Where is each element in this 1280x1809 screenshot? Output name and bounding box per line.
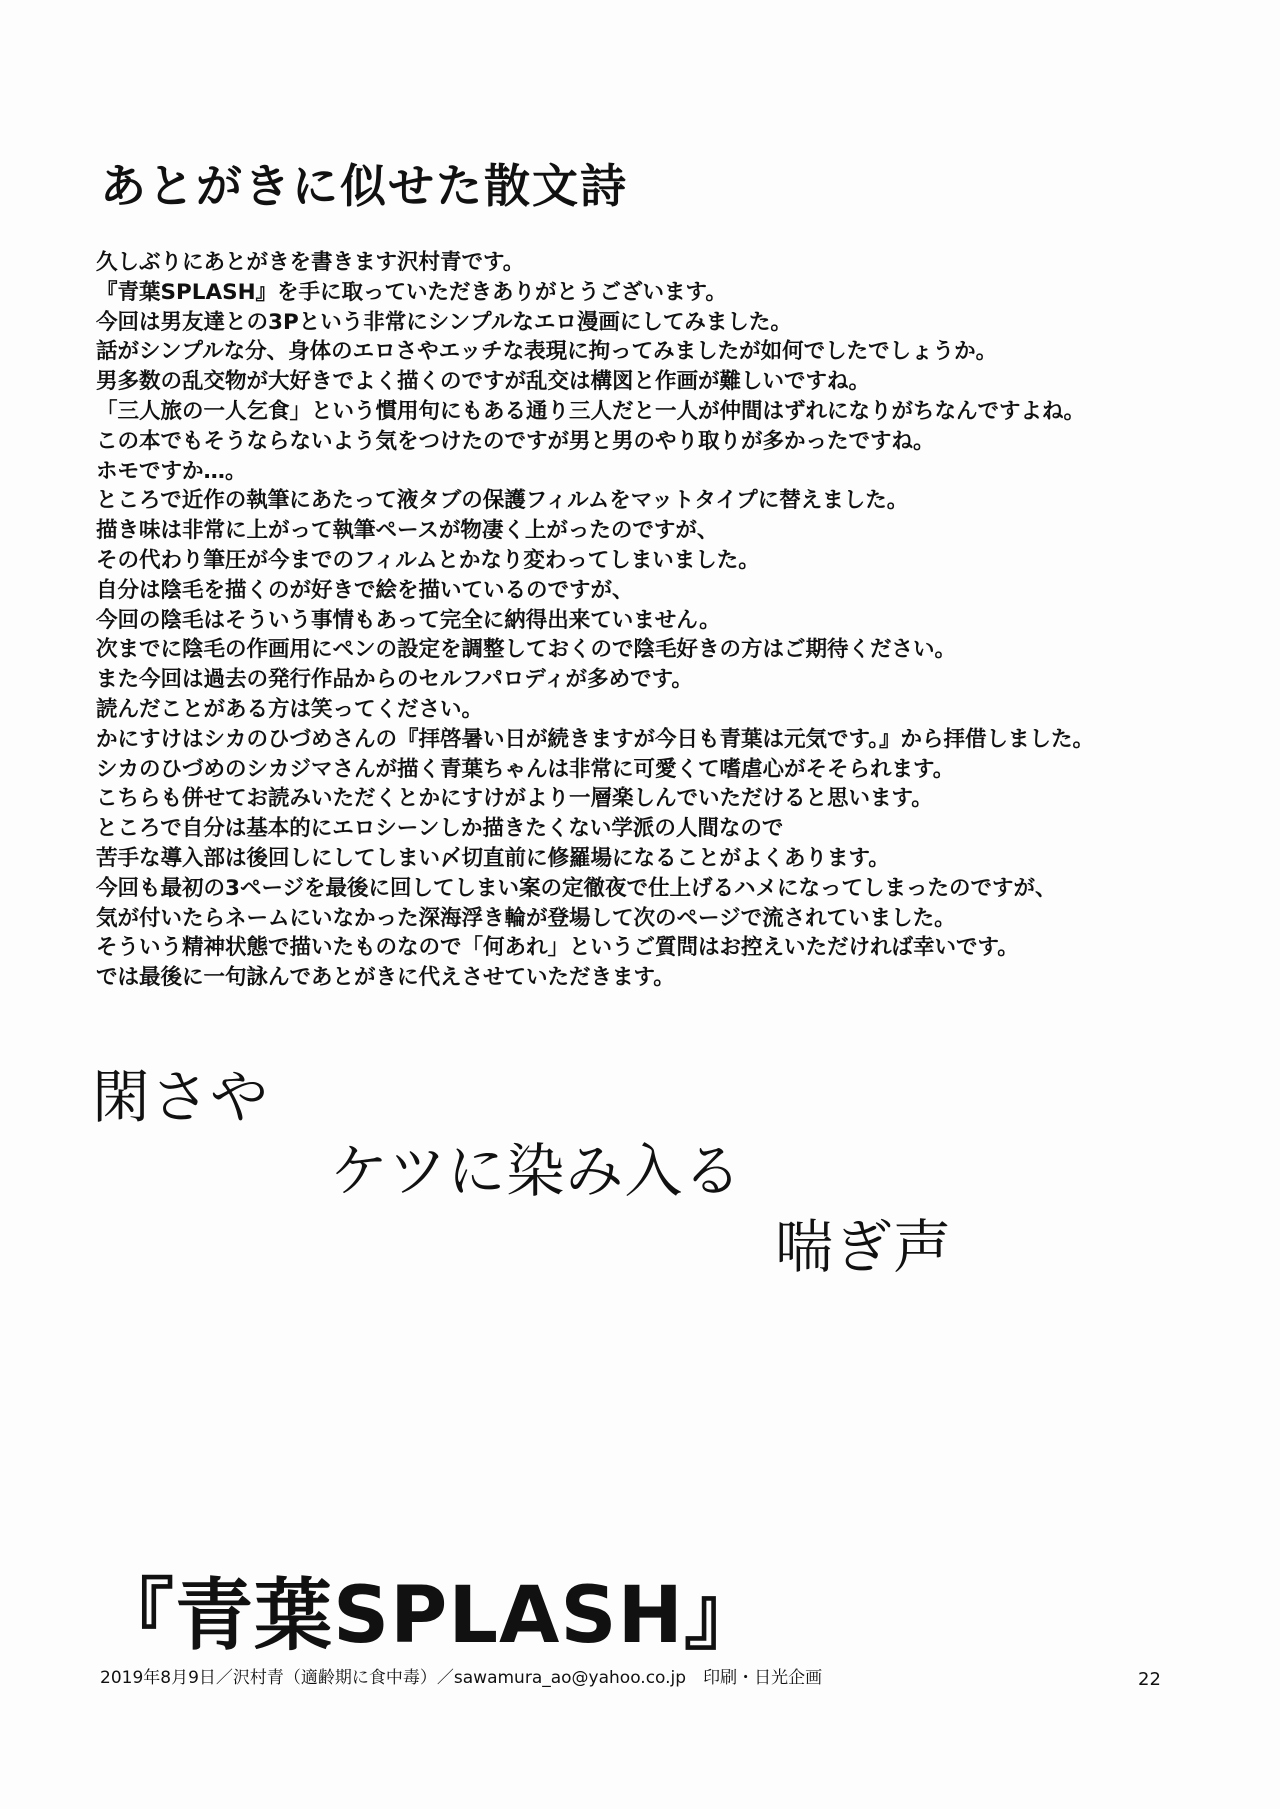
body-line: 読んだことがある方は笑ってください。	[96, 696, 484, 722]
body-line: ホモですか…。	[96, 458, 247, 484]
body-line: そういう精神状態で描いたものなので「何あれ」というご質問はお控えいただければ幸いです。	[96, 935, 1019, 961]
body-line: また今回は過去の発行作品からのセルフパロディが多めです。	[96, 667, 693, 693]
haiku-line-3: 喘ぎ声	[775, 1213, 953, 1281]
body-line: 気が付いたらネームにいなかった深海浮き輪が登場して次のページで流されていました。	[96, 905, 956, 931]
body-line: 次までに陰毛の作画用にペンの設定を調整しておくので陰毛好きの方はご期待ください。	[96, 637, 957, 663]
body-line: 苦手な導入部は後回しにしてしまい〆切直前に修羅場になることがよくあります。	[96, 845, 890, 871]
haiku-line-1: 閑さや	[92, 1063, 270, 1131]
body-line: 『青葉SPLASH』を手に取っていただきありがとうございます。	[96, 279, 727, 305]
body-line: 「三人旅の一人乞食」という慣用句にもある通り三人だと一人が仲間はずれになりがちなんですよね。	[96, 398, 1086, 424]
body-line: 久しぶりにあとがきを書きます沢村青です。	[96, 250, 525, 275]
afterword-body	[96, 248, 1196, 993]
body-line: その代わり筆圧が今までのフィルムとかなり変わってしまいました。	[96, 547, 760, 573]
body-line: では最後に一句詠んであとがきに代えさせていただきます。	[96, 965, 675, 991]
afterword-heading: あとがきに似せた散文詩	[100, 159, 628, 213]
body-line: 男多数の乱交物が大好きでよく描くのですが乱交は構図と作画が難しいですね。	[96, 369, 871, 395]
colophon: 2019年8月9日／沢村青（適齢期に食中毒）／sawamura_ao@yahoo.co.jp 印刷・日光企画	[100, 1668, 823, 1688]
body-line: シカのひづめのシカジマさんが描く青葉ちゃんは非常に可愛くて嗜虐心がそそられます。	[96, 756, 955, 782]
body-line: 話がシンプルな分、身体のエロさやエッチな表現に拘ってみましたが如何でしたでしょうか。	[96, 339, 998, 365]
body-line: 描き味は非常に上がって執筆ペースが物凄く上がったのですが、	[96, 518, 719, 544]
body-line: 今回も最初の3ページを最後に回してしまい案の定徹夜で仕上げるハメになってしまったのですが、	[96, 875, 1057, 901]
body-line: こちらも併せてお読みいただくとかにすけがより一層楽しんでいただけると思います。	[96, 786, 933, 812]
body-line: ところで自分は基本的にエロシーンしか描きたくない学派の人間なので	[96, 816, 784, 842]
book-title: 『青葉SPLASH』	[96, 1571, 763, 1661]
page-number: 22	[1138, 1669, 1161, 1690]
body-line: かにすけはシカのひづめさんの『拝啓暑い日が続きますが今日も青葉は元気です。』から拝借しました。	[96, 726, 1095, 752]
body-line: 今回は男友達との3Pという非常にシンプルなエロ漫画にしてみました。	[96, 309, 792, 335]
body-line: 今回の陰毛はそういう事情もあって完全に納得出来ていません。	[96, 607, 721, 633]
body-line: 自分は陰毛を描くのが好きで絵を描いているのですが、	[96, 577, 634, 603]
body-line: ところで近作の執筆にあたって液タブの保護フィルムをマットタイプに替えました。	[96, 488, 909, 514]
body-line: この本でもそうならないよう気をつけたのですが男と男のやり取りが多かったですね。	[96, 428, 935, 454]
haiku-line-2: ケツに染み入る	[330, 1137, 743, 1205]
